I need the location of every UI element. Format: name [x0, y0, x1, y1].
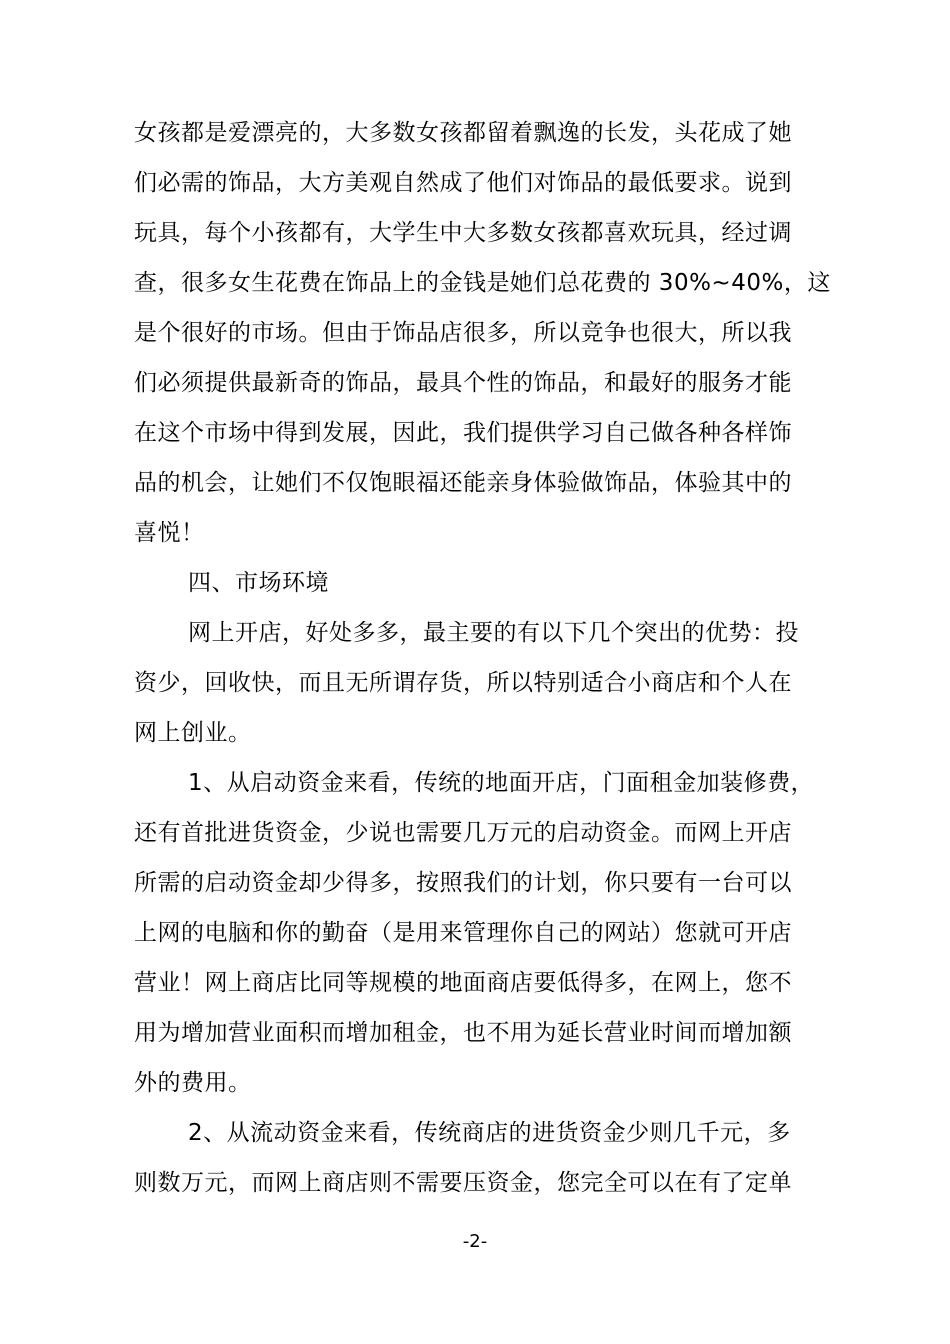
- paragraph-4-line-1: 2、从流动资金来看，传统商店的进货资金少则几千元，多: [188, 1120, 791, 1146]
- paragraph-3-line-6: 用为增加营业面积而增加租金，也不用为延长营业时间而增加额: [134, 1020, 792, 1046]
- paragraph-3-line-4: 上网的电脑和你的勤奋（是用来管理你自己的网站）您就可开店: [134, 920, 792, 946]
- paragraph-4-line-2: 则数万元，而网上商店则不需要压资金，您完全可以在有了定单: [134, 1170, 792, 1196]
- paragraph-1-line-5: 是个很好的市场。但由于饰品店很多，所以竞争也很大，所以我: [134, 320, 792, 346]
- paragraph-1-line-9: 喜悦！: [134, 520, 205, 546]
- paragraph-1-line-3: 玩具，每个小孩都有，大学生中大多数女孩都喜欢玩具，经过调: [134, 220, 792, 246]
- paragraph-1-line-8: 品的机会，让她们不仅饱眼福还能亲身体验做饰品，体验其中的: [134, 470, 792, 496]
- paragraph-1-line-1: 女孩都是爱漂亮的，大多数女孩都留着飘逸的长发，头花成了她: [134, 120, 792, 146]
- paragraph-1-line-2: 们必需的饰品，大方美观自然成了他们对饰品的最低要求。说到: [134, 170, 792, 196]
- section-heading: 四、市场环境: [188, 570, 329, 596]
- paragraph-3-line-3: 所需的启动资金却少得多，按照我们的计划，你只要有一台可以: [134, 870, 792, 896]
- paragraph-1-line-4: 查，很多女生花费在饰品上的金钱是她们总花费的 30%~40%，这: [134, 270, 831, 296]
- paragraph-2-line-2: 资少，回收快，而且无所谓存货，所以特别适合小商店和个人在: [134, 670, 792, 696]
- paragraph-3-line-7: 外的费用。: [134, 1070, 252, 1096]
- paragraph-1-line-7: 在这个市场中得到发展，因此，我们提供学习自己做各种各样饰: [134, 420, 792, 446]
- paragraph-1-line-6: 们必须提供最新奇的饰品，最具个性的饰品，和最好的服务才能: [134, 370, 792, 396]
- paragraph-3-line-2: 还有首批进货资金，少说也需要几万元的启动资金。而网上开店: [134, 820, 792, 846]
- paragraph-2-line-1: 网上开店，好处多多，最主要的有以下几个突出的优势：投: [188, 620, 799, 646]
- paragraph-3-line-1: 1、从启动资金来看，传统的地面开店，门面租金加装修费，: [188, 770, 815, 796]
- paragraph-2-line-3: 网上创业。: [134, 720, 252, 746]
- paragraph-3-line-5: 营业！网上商店比同等规模的地面商店要低得多，在网上，您不: [134, 970, 792, 996]
- page-number: -2-: [462, 1231, 488, 1252]
